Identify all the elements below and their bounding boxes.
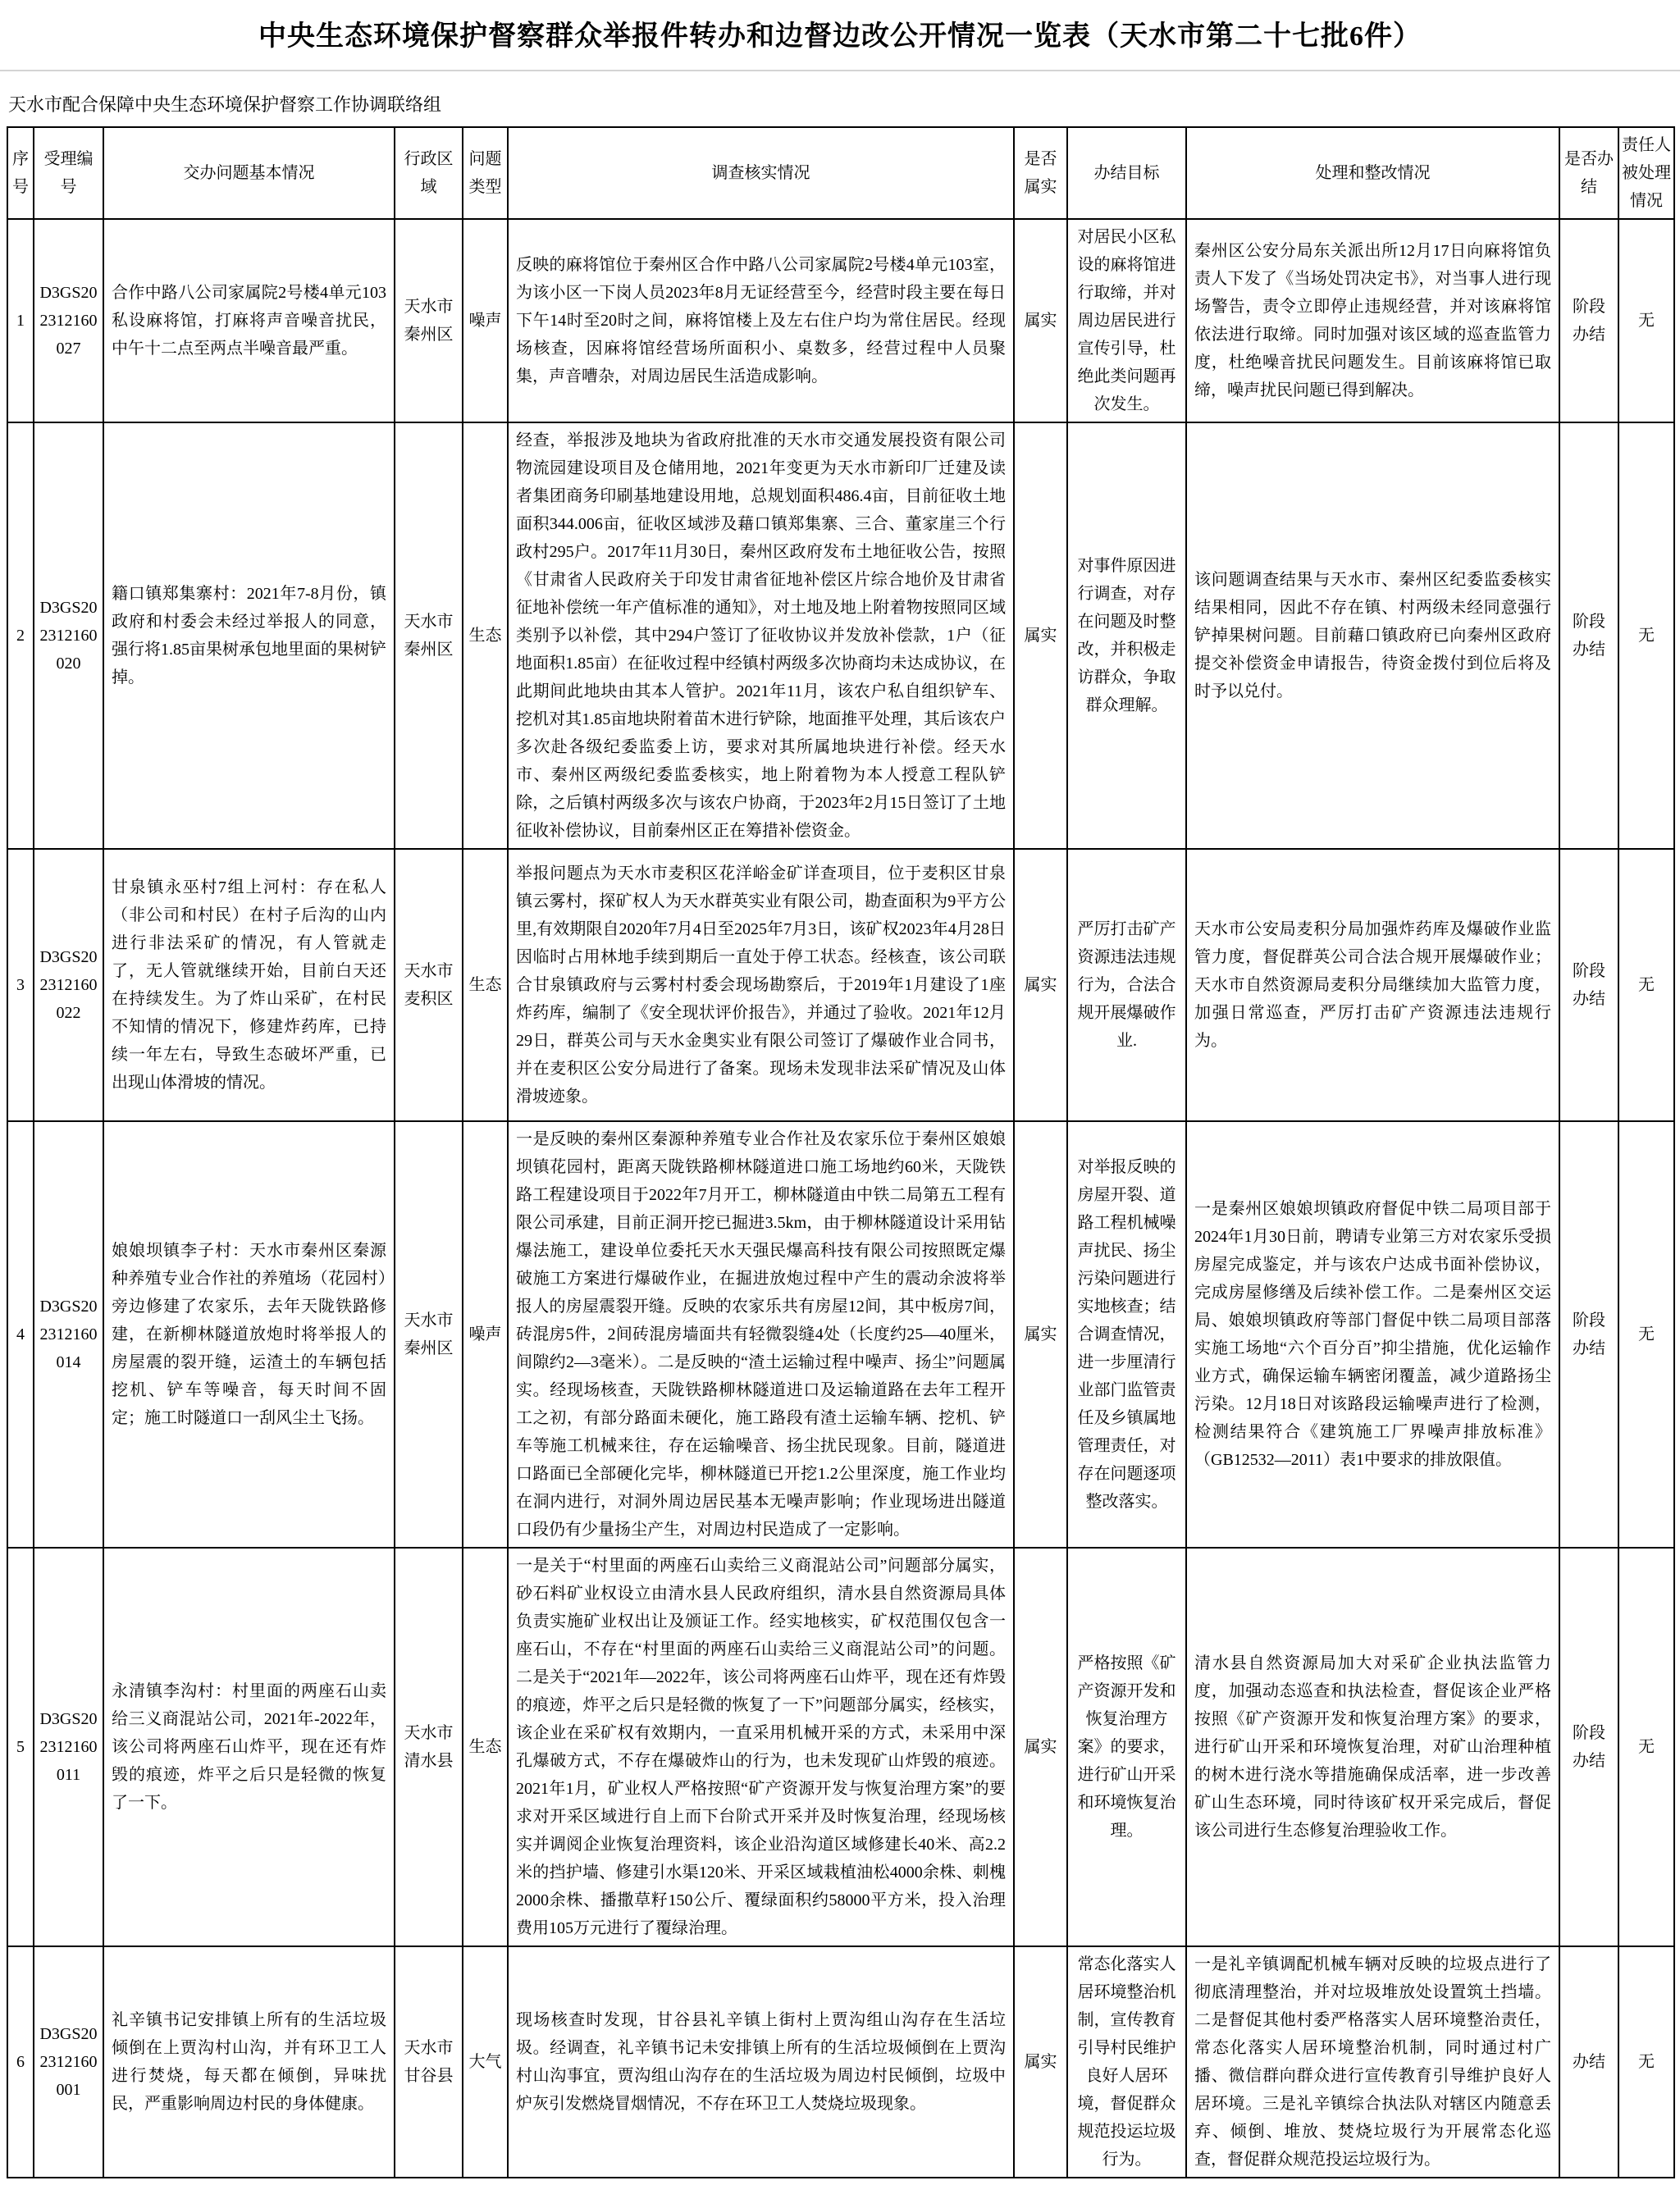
cell-status: 阶段办结 <box>1559 422 1618 849</box>
cell-region: 天水市麦积区 <box>395 849 463 1121</box>
cell-investigation: 现场核查时发现，甘谷县礼辛镇上街村上贾沟组山沟存在生活垃圾。经调查，礼辛镇书记未安排镇上所有的生活垃圾倾倒在上贾沟村山沟事宜，贾沟组山沟存在的生活垃圾为周边村民倾倒，垃圾中炉灰引发燃烧冒烟情况，不存在环卫工人焚烧垃圾现象。 <box>508 1946 1014 2178</box>
cell-rectification: 该问题调查结果与天水市、秦州区纪委监委核实结果相同，因此不存在镇、村两级未经同意强行铲掉果树问题。目前藉口镇政府已向秦州区政府提交补偿资金申请报告，待资金拨付到位后将及时予以兑付。 <box>1186 422 1559 849</box>
cell-verified: 属实 <box>1014 422 1067 849</box>
table-row <box>7 422 1674 849</box>
cell-rectification: 清水县自然资源局加大对采矿企业执法监管力度，加强动态巡查和执法检查，督促该企业严格按照《矿产资源开发和恢复治理方案》的要求，进行矿山开采和环境恢复治理，对矿山治理种植的树木进行浇水等措施确保成活率，进一步改善矿山生态环境，同时待该矿权开采完成后，督促该公司进行生态修复治理验收工作。 <box>1186 1548 1559 1946</box>
cell-serial: 4 <box>7 1121 34 1548</box>
cell-serial: 3 <box>7 849 34 1121</box>
cell-case-id: D3GS202312160027 <box>34 219 103 422</box>
cell-problem: 甘泉镇永巫村7组上河村：存在私人（非公司和村民）在村子后沟的山内进行非法采矿的情况，有人管就走了，无人管就继续开始，目前白天还在持续发生。为了炸山采矿，在村民不知情的情况下，修建炸药库，已持续一年左右，导致生态破坏严重，已出现山体滑坡的情况。 <box>103 849 395 1121</box>
col-header-verified: 是否属实 <box>1014 127 1067 219</box>
cell-status: 阶段办结 <box>1559 1548 1618 1946</box>
cell-investigation: 举报问题点为天水市麦积区花洋峪金矿详查项目，位于麦积区甘泉镇云雾村，探矿权人为天水群英实业有限公司，勘查面积为9平方公里,有效期限自2020年7月4日至2025年7月3日，该矿权2023年4月28日因临时占用林地手续到期后一直处于停工状态。经核查，该公司联合甘泉镇政府与云雾村村委会现场勘察后，于2019年1月建设了1座炸药库，编制了《安全现状评价报告》，并通过了验收。2021年12月29日，群英公司与天水金奥实业有限公司签订了爆破作业合同书，并在麦积区公安分局进行了备案。现场未发现非法采矿情况及山体滑坡迹象。 <box>508 849 1014 1121</box>
cell-rectification: 一是秦州区娘娘坝镇政府督促中铁二局项目部于2024年1月30日前，聘请专业第三方对农家乐受损房屋完成鉴定，并与该农户达成书面补偿协议，完成房屋修缮及后续补偿工作。二是秦州区交运局、娘娘坝镇政府等部门督促中铁二局项目部落实施工场地“六个百分百”抑尘措施，优化运输作业方式，确保运输车辆密闭覆盖，减少道路扬尘污染。12月18日对该路段运输噪声进行了检测，检测结果符合《建筑施工厂界噪声排放标准》（GB12532—2011）表1中要求的排放限值。 <box>1186 1121 1559 1548</box>
cell-accountability: 无 <box>1618 422 1674 849</box>
cell-goal: 常态化落实人居环境整治机制，宣传教育引导村民维护良好人居环境，督促群众规范投运垃圾行为。 <box>1067 1946 1186 2178</box>
cell-rectification: 天水市公安局麦积分局加强炸药库及爆破作业监管力度，督促群英公司合法合规开展爆破作业；天水市自然资源局麦积分局继续加大监管力度，加强日常巡查，严厉打击矿产资源违法违规行为。 <box>1186 849 1559 1121</box>
table-row <box>7 1548 1674 1946</box>
cell-verified: 属实 <box>1014 1946 1067 2178</box>
cell-problem-type: 生态 <box>463 422 508 849</box>
cell-accountability: 无 <box>1618 1121 1674 1548</box>
col-header-accountability: 责任人被处理情况 <box>1618 127 1674 219</box>
header-row <box>7 127 1674 219</box>
cell-status: 阶段办结 <box>1559 1121 1618 1548</box>
cell-investigation: 一是关于“村里面的两座石山卖给三义商混站公司”问题部分属实，砂石料矿业权设立由清水县人民政府组织，清水县自然资源局具体负责实施矿业权出让及颁证工作。经实地核实，矿权范围仅包含一座石山，不存在“村里面的两座石山卖给三义商混站公司”的问题。二是关于“2021年—2022年，该公司将两座石山炸平，现在还有炸毁的痕迹，炸平之后只是轻微的恢复了一下”问题部分属实，经核实，该企业在采矿权有效期内，一直采用机械开采的方式，未采用中深孔爆破方式，不存在爆破炸山的行为，也未发现矿山炸毁的痕迹。2021年1月，矿业权人严格按照“矿产资源开发与恢复治理方案”的要求对开采区域进行自上而下台阶式开采并及时恢复治理，经现场核实并调阅企业恢复治理资料，该企业沿沟道区域修建长40米、高2.2米的挡护墙、修建引水渠120米、开采区域栽植油松4000余株、刺槐2000余株、播撒草籽150公斤、覆绿面积约58000平方米，投入治理费用105万元进行了覆绿治理。 <box>508 1548 1014 1946</box>
cell-region: 天水市清水县 <box>395 1548 463 1946</box>
col-header-case-id: 受理编号 <box>34 127 103 219</box>
report-table <box>7 126 1675 2178</box>
cell-problem: 籍口镇郑集寨村：2021年7-8月份，镇政府和村委会未经过举报人的同意，强行将1.85亩果树承包地里面的果树铲掉。 <box>103 422 395 849</box>
cell-serial: 1 <box>7 219 34 422</box>
cell-problem-type: 生态 <box>463 1548 508 1946</box>
table-row <box>7 849 1674 1121</box>
cell-goal: 严格按照《矿产资源开发和恢复治理方案》的要求，进行矿山开采和环境恢复治理。 <box>1067 1548 1186 1946</box>
cell-serial: 2 <box>7 422 34 849</box>
cell-problem-type: 噪声 <box>463 219 508 422</box>
cell-case-id: D3GS202312160001 <box>34 1946 103 2178</box>
cell-problem: 娘娘坝镇李子村：天水市秦州区秦源种养殖专业合作社的养殖场（花园村）旁边修建了农家乐，去年天陇铁路修建，在新柳林隧道放炮时将举报人的房屋震的裂开缝，运渣土的车辆包括挖机、铲车等噪音，每天时间不固定；施工时隧道口一刮风尘土飞扬。 <box>103 1121 395 1548</box>
table-row <box>7 1121 1674 1548</box>
cell-accountability: 无 <box>1618 849 1674 1121</box>
cell-goal: 严厉打击矿产资源违法违规行为，合法合规开展爆破作业. <box>1067 849 1186 1121</box>
table-row <box>7 219 1674 422</box>
cell-region: 天水市秦州区 <box>395 219 463 422</box>
cell-serial: 5 <box>7 1548 34 1946</box>
cell-status: 阶段办结 <box>1559 849 1618 1121</box>
cell-problem-type: 大气 <box>463 1946 508 2178</box>
cell-accountability: 无 <box>1618 1946 1674 2178</box>
cell-case-id: D3GS202312160011 <box>34 1548 103 1946</box>
subtitle: 天水市配合保障中央生态环境保护督察工作协调联络组 <box>8 94 442 115</box>
cell-investigation: 一是反映的秦州区秦源种养殖专业合作社及农家乐位于秦州区娘娘坝镇花园村，距离天陇铁路柳林隧道进口施工场地约60米，天陇铁路工程建设项目于2022年7月开工，柳林隧道由中铁二局第五工程有限公司承建，目前正洞开挖已掘进3.5km，由于柳林隧道设计采用钻爆法施工，建设单位委托天水天强民爆高科技有限公司按照既定爆破施工方案进行爆破作业，在掘进放炮过程中产生的震动余波将举报人的房屋震裂开缝。反映的农家乐共有房屋12间，其中板房7间，砖混房5件，2间砖混房墙面共有轻微裂缝4处（长度约25—40厘米，间隙约2—3毫米）。二是反映的“渣土运输过程中噪声、扬尘”问题属实。经现场核查，天陇铁路柳林隧道进口及运输道路在去年工程开工之初，有部分路面未硬化，施工路段有渣土运输车辆、挖机、铲车等施工机械来往，存在运输噪音、扬尘扰民现象。目前，隧道进口路面已全部硬化完毕，柳林隧道已开挖1.2公里深度，施工作业均在洞内进行，对洞外周边居民基本无噪声影响；作业现场进出隧道口段仍有少量扬尘产生，对周边村民造成了一定影响。 <box>508 1121 1014 1548</box>
col-header-status: 是否办结 <box>1559 127 1618 219</box>
col-header-problem: 交办问题基本情况 <box>103 127 395 219</box>
cell-problem-type: 生态 <box>463 849 508 1121</box>
cell-goal: 对事件原因进行调查，对存在问题及时整改，并积极走访群众，争取群众理解。 <box>1067 422 1186 849</box>
cell-problem: 永清镇李沟村：村里面的两座石山卖给三义商混站公司，2021年-2022年，该公司将两座石山炸平，现在还有炸毁的痕迹，炸平之后只是轻微的恢复了一下。 <box>103 1548 395 1946</box>
col-header-goal: 办结目标 <box>1067 127 1186 219</box>
cell-investigation: 反映的麻将馆位于秦州区合作中路八公司家属院2号楼4单元103室，为该小区一下岗人员2023年8月无证经营至今，经营时段主要在每日下午14时至20时之间，麻将馆楼上及左右住户均为常住居民。经现场核查，因麻将馆经营场所面积小、桌数多，经营过程中人员聚集，声音嘈杂，对周边居民生活造成影响。 <box>508 219 1014 422</box>
cell-accountability: 无 <box>1618 219 1674 422</box>
cell-case-id: D3GS202312160022 <box>34 849 103 1121</box>
cell-rectification: 秦州区公安分局东关派出所12月17日向麻将馆负责人下发了《当场处罚决定书》，对当事人进行现场警告，责令立即停止违规经营，并对该麻将馆依法进行取缔。同时加强对该区域的巡查监管力度，杜绝噪音扰民问题发生。目前该麻将馆已取缔，噪声扰民问题已得到解决。 <box>1186 219 1559 422</box>
col-header-region: 行政区域 <box>395 127 463 219</box>
cell-goal: 对举报反映的房屋开裂、道路工程机械噪声扰民、扬尘污染问题进行实地核查；结合调查情况，进一步厘清行业部门监管责任及乡镇属地管理责任，对存在问题逐项整改落实。 <box>1067 1121 1186 1548</box>
cell-investigation: 经查，举报涉及地块为省政府批准的天水市交通发展投资有限公司物流园建设项目及仓储用地，2021年变更为天水市新印厂迁建及读者集团商务印刷基地建设用地，总规划面积486.4亩，目前征收土地面积344.006亩，征收区域涉及藉口镇郑集寨、三合、董家崖三个行政村295户。2017年11月30日，秦州区政府发布土地征收公告，按照《甘肃省人民政府关于印发甘肃省征地补偿区片综合地价及甘肃省征地补偿统一年产值标准的通知》，对土地及地上附着物按照同区域类别予以补偿，其中294户签订了征收协议并发放补偿款，1户（征地面积1.85亩）在征收过程中经镇村两级多次协商均未达成协议，在此期间此地块由其本人管护。2021年11月，该农户私自组织铲车、挖机对其1.85亩地块附着苗木进行铲除，地面推平处理，其后该农户多次赴各级纪委监委上访，要求对其所属地块进行补偿。经天水市、秦州区两级纪委监委核实，地上附着物为本人授意工程队铲除，之后镇村两级多次与该农户协商，于2023年2月15日签订了土地征收补偿协议，目前秦州区正在筹措补偿资金。 <box>508 422 1014 849</box>
cell-rectification: 一是礼辛镇调配机械车辆对反映的垃圾点进行了彻底清理整治，并对垃圾堆放处设置筑土挡墙。二是督促其他村委严格落实人居环境整治责任，常态化落实人居环境整治机制，同时通过村广播、微信群向群众进行宣传教育引导维护良好人居环境。三是礼辛镇综合执法队对辖区内随意丢弃、倾倒、堆放、焚烧垃圾行为开展常态化巡查，督促群众规范投运垃圾行为。 <box>1186 1946 1559 2178</box>
page-title: 中央生态环境保护督察群众举报件转办和边督边改公开情况一览表（天水市第二十七批6件） <box>258 21 1422 52</box>
cell-region: 天水市甘谷县 <box>395 1946 463 2178</box>
cell-case-id: D3GS202312160014 <box>34 1121 103 1548</box>
col-header-type: 问题类型 <box>463 127 508 219</box>
cell-accountability: 无 <box>1618 1548 1674 1946</box>
cell-problem-type: 噪声 <box>463 1121 508 1548</box>
cell-region: 天水市秦州区 <box>395 422 463 849</box>
cell-verified: 属实 <box>1014 1121 1067 1548</box>
cell-status: 办结 <box>1559 1946 1618 2178</box>
col-header-investigation: 调查核实情况 <box>508 127 1014 219</box>
cell-goal: 对居民小区私设的麻将馆进行取缔，并对周边居民进行宣传引导，杜绝此类问题再次发生。 <box>1067 219 1186 422</box>
cell-problem: 合作中路八公司家属院2号楼4单元103私设麻将馆，打麻将声音噪音扰民，中午十二点至两点半噪音最严重。 <box>103 219 395 422</box>
table-row <box>7 1946 1674 2178</box>
cell-case-id: D3GS202312160020 <box>34 422 103 849</box>
page-header <box>0 0 1680 71</box>
cell-serial: 6 <box>7 1946 34 2178</box>
cell-verified: 属实 <box>1014 849 1067 1121</box>
cell-region: 天水市秦州区 <box>395 1121 463 1548</box>
cell-status: 阶段办结 <box>1559 219 1618 422</box>
cell-verified: 属实 <box>1014 1548 1067 1946</box>
col-header-rectification: 处理和整改情况 <box>1186 127 1559 219</box>
cell-verified: 属实 <box>1014 219 1067 422</box>
cell-problem: 礼辛镇书记安排镇上所有的生活垃圾倾倒在上贾沟村山沟，并有环卫工人进行焚烧，每天都在倾倒，异味扰民，严重影响周边村民的身体健康。 <box>103 1946 395 2178</box>
col-header-serial: 序号 <box>7 127 34 219</box>
